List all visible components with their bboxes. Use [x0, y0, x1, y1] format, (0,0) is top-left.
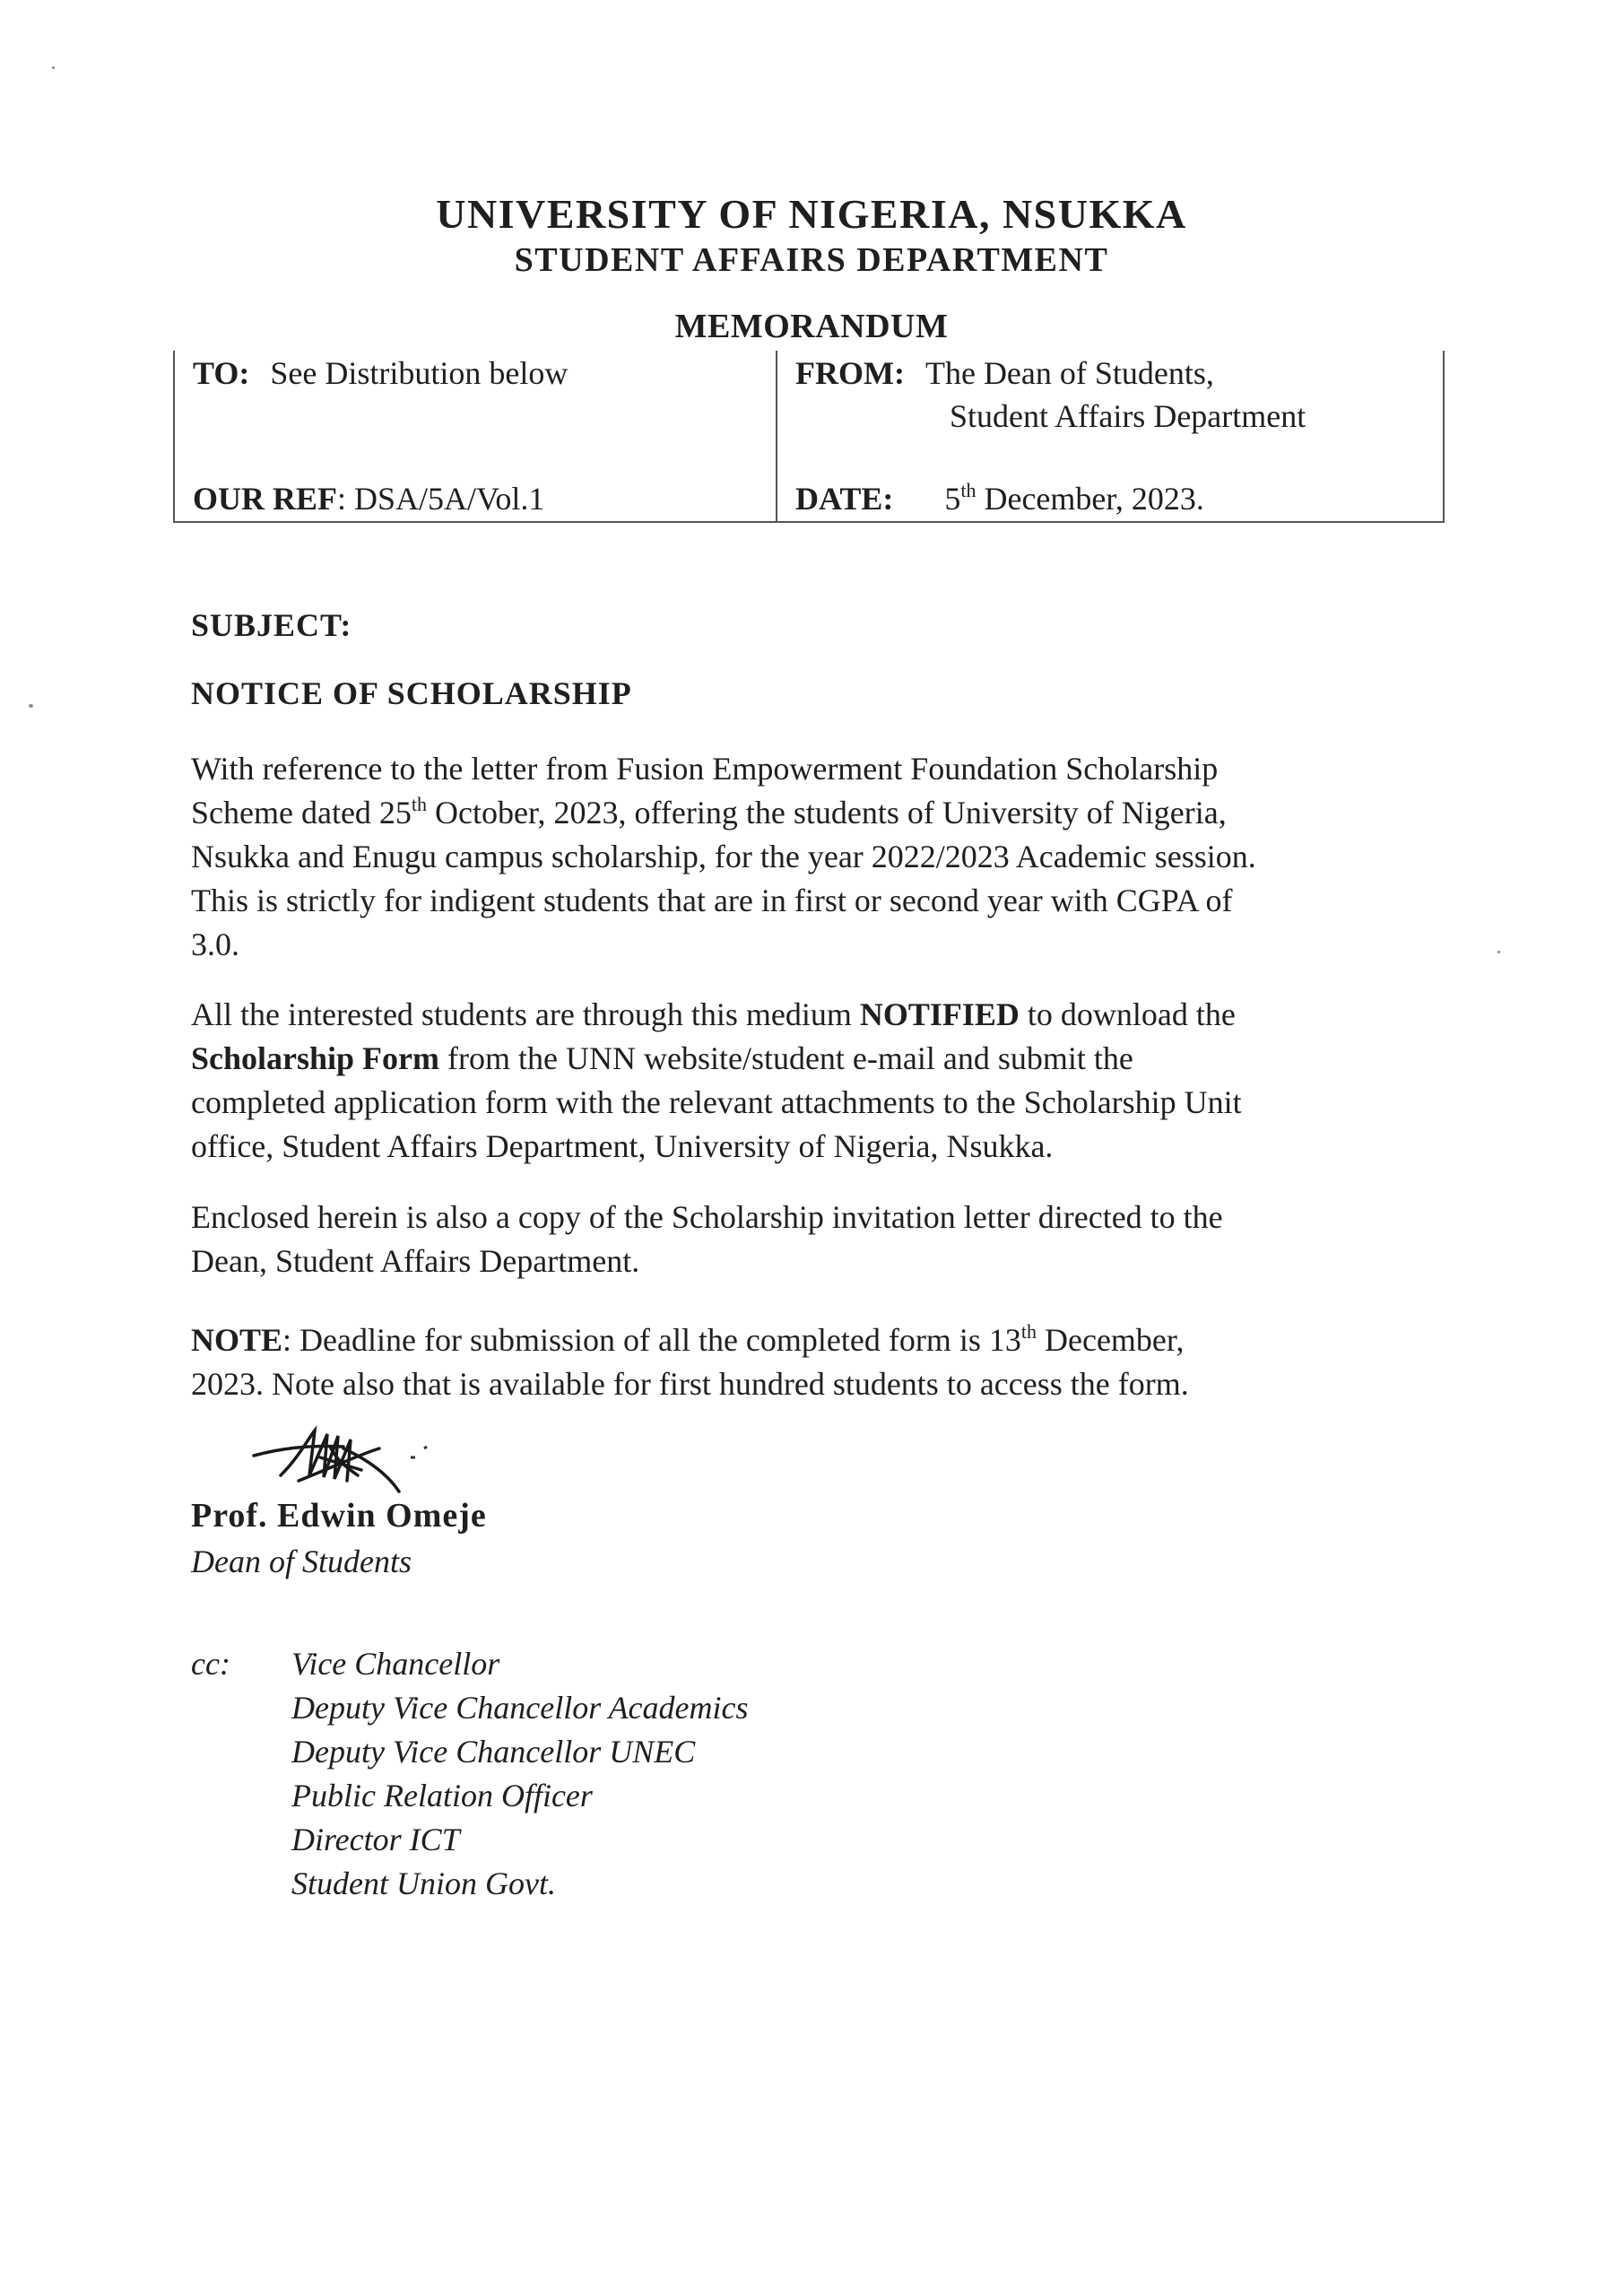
- from-line-2: Student Affairs Department: [950, 398, 1306, 434]
- cc-recipient: Vice Chancellor: [291, 1646, 500, 1682]
- from-label: FROM:: [795, 355, 905, 391]
- cc-recipient: Deputy Vice Chancellor Academics: [291, 1690, 749, 1726]
- date-field: [795, 480, 1204, 517]
- distribution-list: [291, 1642, 749, 1906]
- paragraph-enclosure: Enclosed herein is also a copy of the Scholarship invitation letter directed to the Dean, Student Affairs Department.: [191, 1199, 1223, 1279]
- cc-recipient: Public Relation Officer: [291, 1778, 593, 1813]
- paragraph-notification: All the interested students are through this medium NOTIFIED to download the Scholarship Form from the UNN website/student e-mail and submit the completed application form with the relevant attachments to the Scholarship Unit office, Student Affairs Department, University of Nigeria, Nsukka.: [191, 996, 1242, 1164]
- subject-title: NOTICE OF SCHOLARSHIP: [191, 675, 632, 711]
- date-value: 5th December, 2023.: [944, 479, 1204, 517]
- from-line-1: The Dean of Students,: [924, 355, 1214, 391]
- institution-name: UNIVERSITY OF NIGERIA, NSUKKA: [436, 191, 1187, 237]
- cc-recipient: Deputy Vice Chancellor UNEC: [291, 1734, 696, 1770]
- to-value: See Distribution below: [270, 355, 568, 391]
- scan-speck: [29, 704, 33, 708]
- scan-speck: [52, 66, 55, 69]
- ref-label: OUR REF: [193, 481, 337, 517]
- paragraph-note: NOTE: Deadline for submission of all the completed form is 13th December, 2023. Note also that is available for first hundred students to access the form.: [191, 1320, 1189, 1402]
- document-type: MEMORANDUM: [674, 308, 949, 345]
- department-name: STUDENT AFFAIRS DEPARTMENT: [514, 241, 1109, 279]
- from-field: [795, 354, 1214, 392]
- memo-header-table: [173, 351, 1445, 523]
- ref-value: : DSA/5A/Vol.1: [337, 481, 545, 517]
- cc-label: cc:: [191, 1646, 230, 1682]
- to-field: [193, 354, 568, 392]
- cc-recipient: Student Union Govt.: [291, 1866, 556, 1901]
- reference-field: [193, 480, 544, 517]
- to-label: TO:: [193, 355, 250, 391]
- date-label: DATE:: [795, 481, 894, 517]
- cc-recipient: Director ICT: [291, 1822, 460, 1857]
- paragraph-reference: With reference to the letter from Fusion Empowerment Foundation Scholarship Scheme dated 25th October, 2023, offering the students of University of Nigeria, Nsukka and Enugu campus scholarship, for the year 2022/2023 Academic session. This is strictly for indigent students that are in first or second year with CGPA of 3.0.: [191, 751, 1256, 962]
- signer-name: Prof. Edwin Omeje: [191, 1497, 487, 1535]
- scan-speck: [1497, 951, 1500, 953]
- subject-label: SUBJECT:: [191, 607, 352, 643]
- signer-title: Dean of Students: [191, 1544, 412, 1579]
- table-divider: [776, 351, 777, 521]
